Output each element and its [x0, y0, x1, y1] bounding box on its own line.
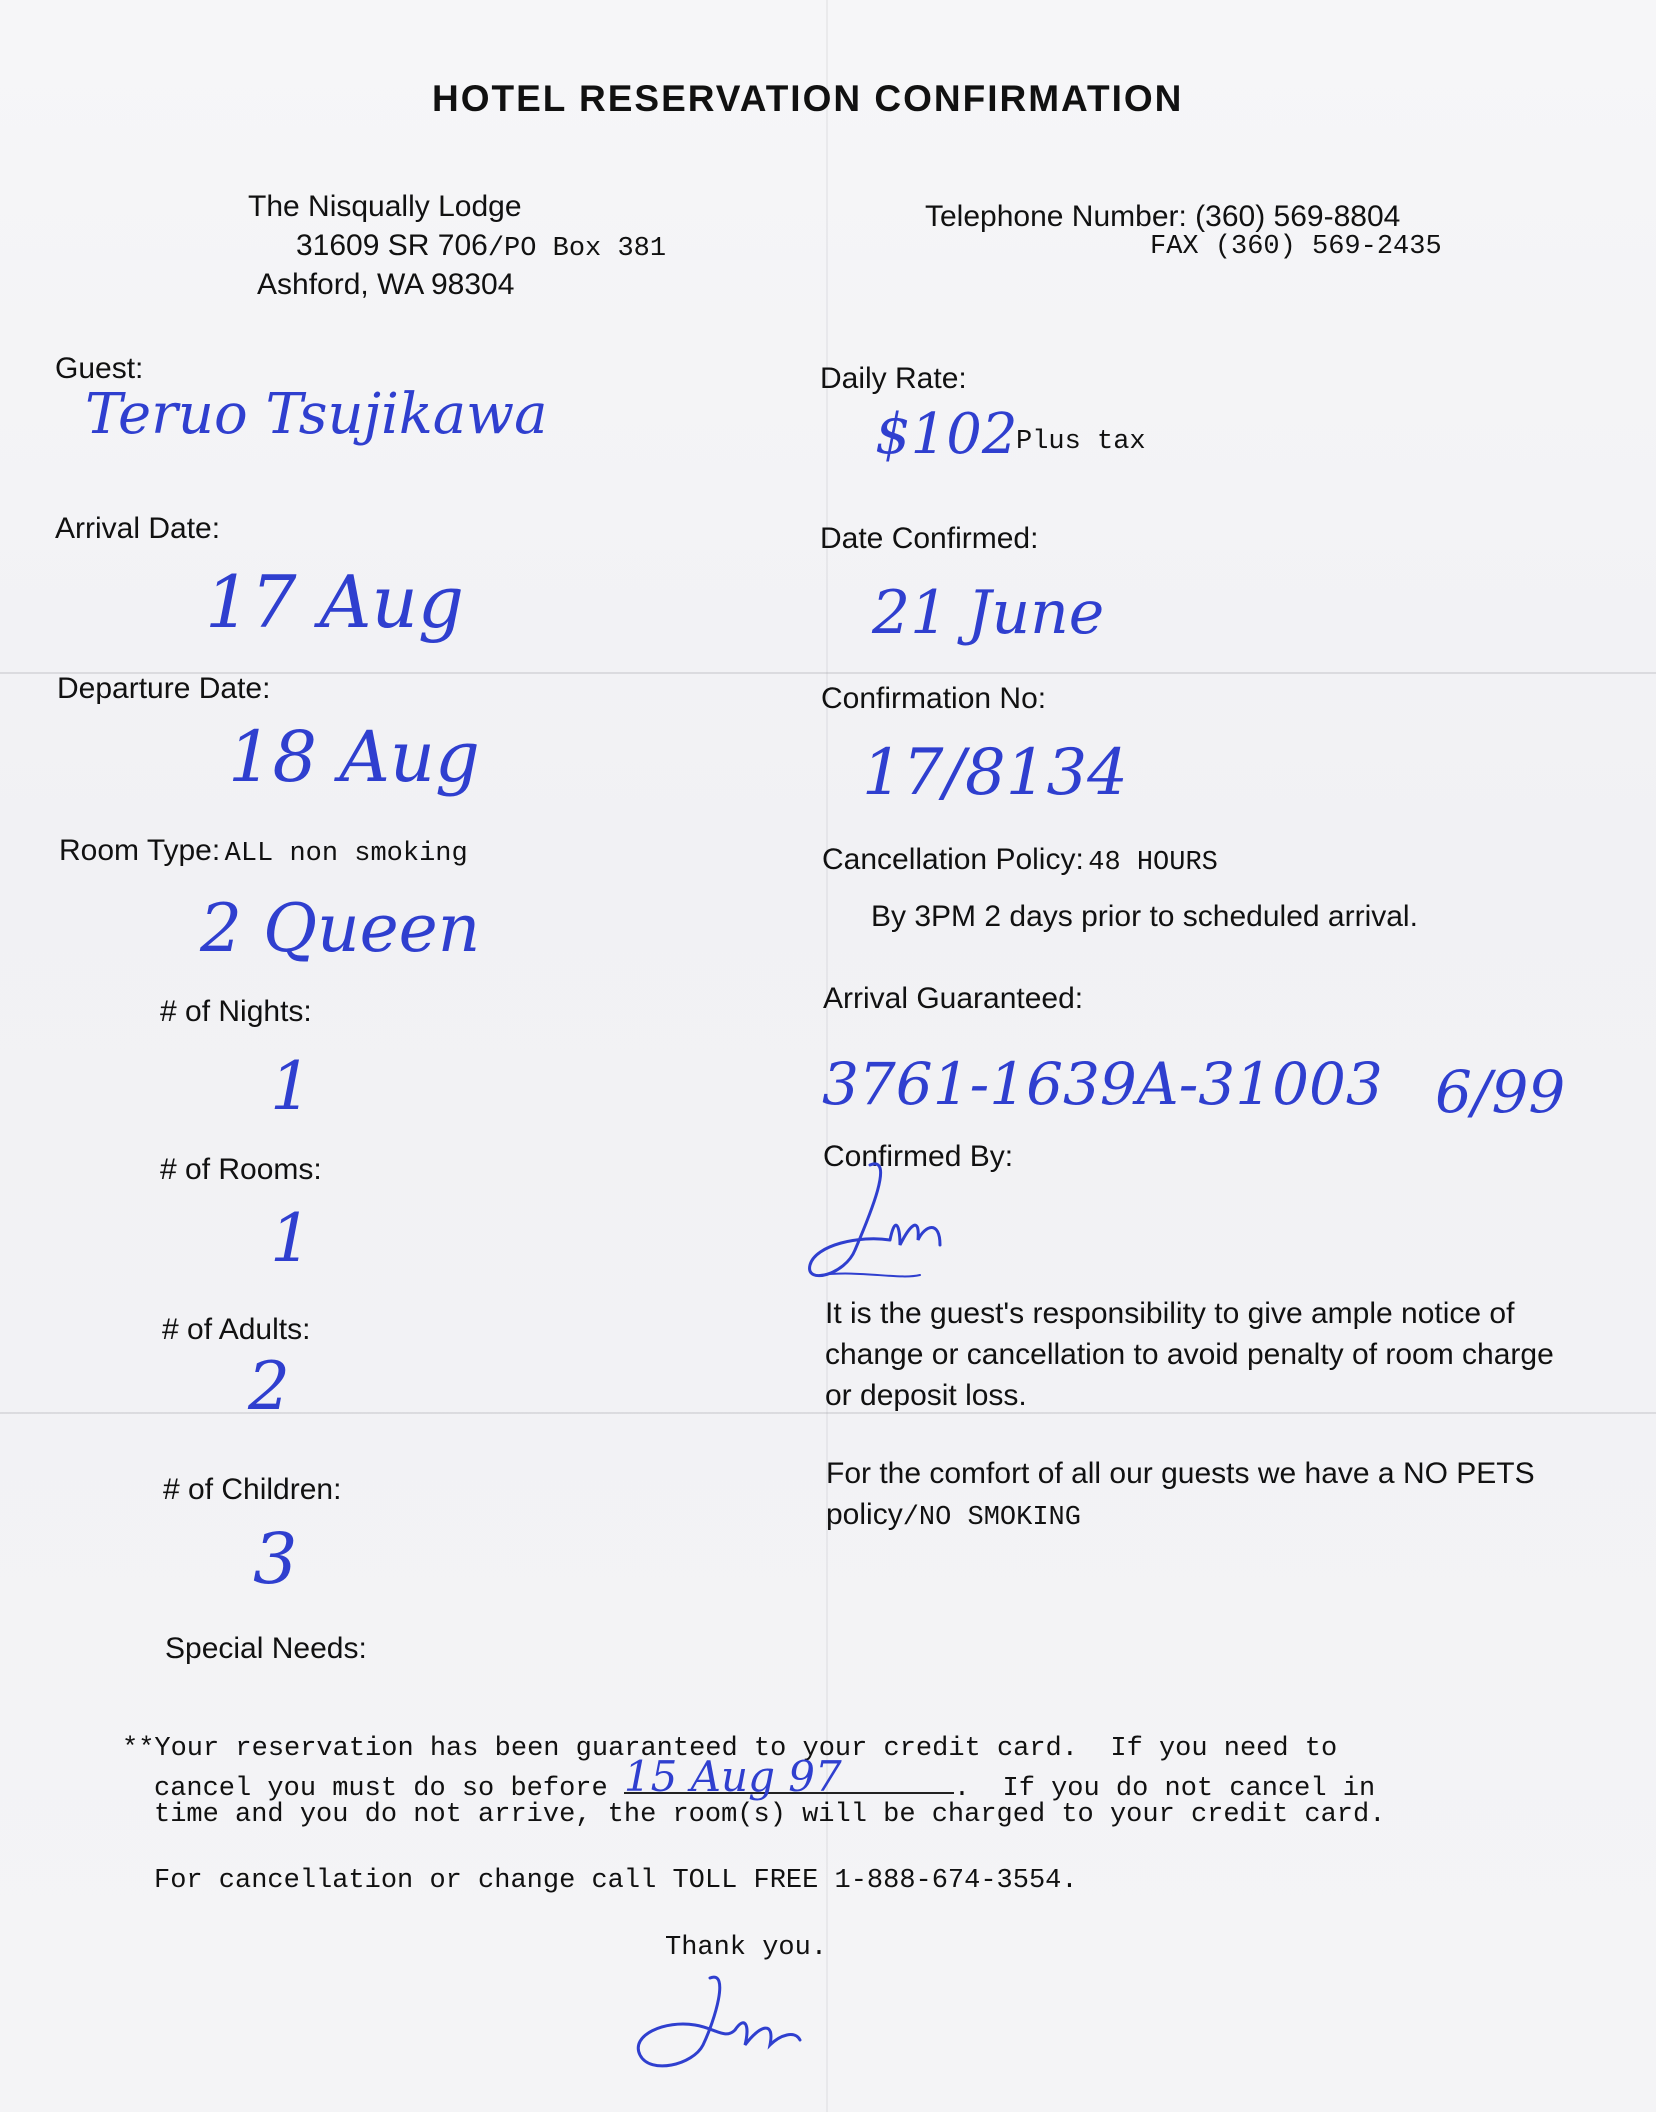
- guest-label: Guest:: [55, 352, 144, 385]
- room-type-value: 2 Queen: [200, 890, 481, 967]
- po-box: /PO Box 381: [487, 234, 667, 264]
- cancellation-policy-label: Cancellation Policy:: [822, 843, 1084, 876]
- cancel-by-date: 15 Aug 97: [624, 1762, 954, 1794]
- footer-line3: time and you do not arrive, the room(s) will be charged to your credit card.: [154, 1800, 1386, 1830]
- cancellation-policy-typed: 48 HOURS: [1088, 848, 1218, 878]
- card-number: 3761-1639A-31003: [822, 1050, 1383, 1118]
- pets-note-typed: /NO SMOKING: [902, 1503, 1081, 1533]
- arrival-date: 17 Aug: [205, 560, 464, 644]
- pets-note: [826, 1453, 1546, 1539]
- footer-line2-pre: cancel you must do so before: [154, 1774, 608, 1804]
- card-expiry: 6/99: [1435, 1058, 1566, 1126]
- telephone-number: (360) 569-8804: [1195, 200, 1401, 233]
- confirmed-by-signature: [800, 1155, 980, 1285]
- special-needs-label: Special Needs:: [165, 1632, 367, 1665]
- hotel-address-line1: [296, 229, 666, 264]
- toll-free-line: For cancellation or change call TOLL FREE 1-888-674-3554.: [154, 1866, 1078, 1896]
- confirmation-no-value: 17/8134: [862, 736, 1128, 810]
- departure-date-label: Departure Date:: [57, 672, 271, 705]
- daily-rate-typed: Plus tax: [1016, 427, 1146, 457]
- room-type-typed: ALL non smoking: [224, 839, 468, 869]
- footer-signature: [625, 1970, 825, 2080]
- children-label: # of Children:: [163, 1473, 342, 1506]
- confirmation-no-label: Confirmation No:: [821, 682, 1047, 715]
- hotel-address-line2: Ashford, WA 98304: [257, 268, 515, 301]
- daily-rate-label: Daily Rate:: [820, 362, 967, 395]
- date-confirmed-value: 21 June: [872, 578, 1105, 648]
- adults-value: 2: [248, 1348, 290, 1425]
- fax-number: (360) 569-2435: [1214, 232, 1442, 262]
- responsibility-note: It is the guest's responsibility to give ample notice of change or cancellation to avoid penalty of room charge or deposit loss.: [825, 1297, 1554, 1412]
- fax-label: FAX: [1150, 232, 1199, 262]
- nights-value: 1: [270, 1048, 312, 1125]
- cancellation-detail: By 3PM 2 days prior to scheduled arrival.: [871, 900, 1418, 933]
- children-value: 3: [253, 1518, 298, 1600]
- footer-line1: **Your reservation has been guaranteed to your credit card. If you need to: [122, 1734, 1338, 1764]
- confirmed-by-label: Confirmed By:: [823, 1140, 1014, 1173]
- adults-label: # of Adults:: [162, 1313, 311, 1346]
- pets-note-text: For the comfort of all our guests we have a NO PETS policy: [826, 1457, 1535, 1531]
- room-type-label: Room Type:: [59, 834, 221, 867]
- guest-name: Teruo Tsujikawa: [85, 382, 548, 447]
- footer-line2-post: . If you do not cancel in: [953, 1774, 1376, 1804]
- telephone-label: Telephone Number:: [925, 200, 1187, 233]
- arrival-date-label: Arrival Date:: [55, 512, 221, 545]
- cancellation-policy: [822, 843, 1218, 878]
- arrival-guaranteed-label: Arrival Guaranteed:: [823, 982, 1084, 1015]
- room-type: [59, 834, 468, 869]
- daily-rate-value: $102: [875, 402, 1018, 467]
- document-title: HOTEL RESERVATION CONFIRMATION: [432, 78, 1184, 119]
- nights-label: # of Nights:: [160, 995, 312, 1028]
- fax: [1150, 232, 1442, 262]
- rooms-value: 1: [270, 1200, 312, 1277]
- rooms-label: # of Rooms:: [160, 1153, 322, 1186]
- street-address: 31609 SR 706: [296, 229, 488, 262]
- departure-date: 18 Aug: [228, 716, 480, 798]
- hotel-name: The Nisqually Lodge: [248, 190, 522, 223]
- date-confirmed-label: Date Confirmed:: [820, 522, 1039, 555]
- thank-you: Thank you.: [665, 1933, 828, 1963]
- telephone: [925, 200, 1400, 234]
